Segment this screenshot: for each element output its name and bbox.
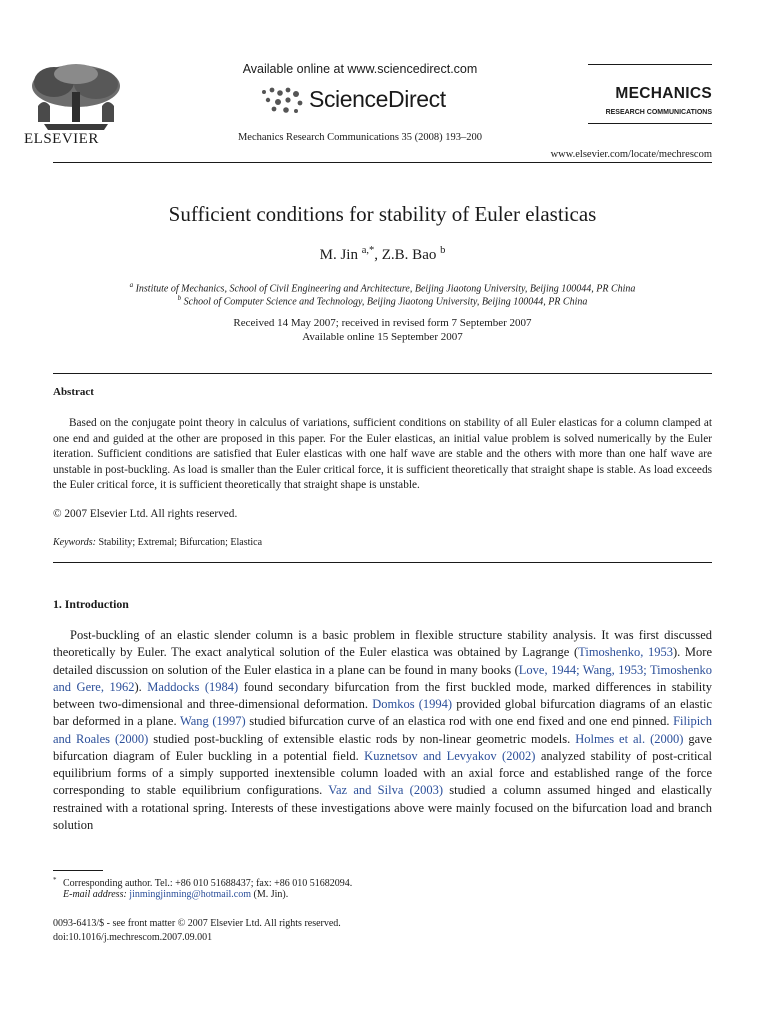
article-title: Sufficient conditions for stability of Euler elasticas xyxy=(168,202,597,226)
introduction-paragraph xyxy=(53,627,712,834)
received-date: Received 14 May 2007; received in revised form 7 September 2007 xyxy=(233,317,532,329)
footnote-mark: * xyxy=(53,876,57,884)
corresponding-author-text: Corresponding author. Tel.: +86 010 51688437; fax: +86 010 51682094. xyxy=(63,878,353,890)
available-online-date: Available online 15 September 2007 xyxy=(302,331,463,343)
paragraph-text: analyzed stability of post-critical equilibrium forms of a simply supported inextensible column loaded with an axial force and established range of the force corresponding to stable equilibrium configurations. xyxy=(53,748,712,798)
citation-link[interactable]: Love, 1944; Wang, 1953; Timoshenko and Gere, 1962 xyxy=(53,662,712,694)
paragraph-text: gave bifurcation diagram of Euler buckling in a potential field. xyxy=(53,731,712,763)
citation-link[interactable]: Maddocks (1984) xyxy=(147,679,239,694)
footnote-rule xyxy=(53,870,103,871)
paragraph-text: studied bifurcation curve of an elastica rod with one end fixed and one end pinned. xyxy=(245,714,674,729)
author-affiliation-mark[interactable]: b xyxy=(440,245,446,256)
abstract-copyright: © 2007 Elsevier Ltd. All rights reserved. xyxy=(53,508,238,520)
citation-link[interactable]: Domkos (1994) xyxy=(372,697,453,711)
paragraph-text: ). More detailed discussion on solution of the Euler elastica in a plane can be found in many books ( xyxy=(53,645,712,677)
affiliation-text: Institute of Mechanics, School of Civil Engineering and Architecture, Beijing Jiaotong University, Beijing 100044, PR China xyxy=(135,283,636,295)
journal-logo-title: MECHANICS xyxy=(615,85,712,102)
citation-link[interactable]: Filipich and Roales (2000) xyxy=(53,714,712,746)
publisher-name: ELSEVIER xyxy=(24,131,99,147)
abstract-text: Based on the conjugate point theory in calculus of variations, sufficient conditions on stability of all Euler elasticas for a column clamped at one end and guided at the other are proposed in this paper. For the Euler elasticas, an initial value problem is solved numerically by the Euler iteration. Sufficient conditions are satisfied that Euler elasticas with one half wave are stable and the others with more than one half wave are unstable in post-buckling. As load is smaller than the Euler critical force, it is sufficient theoretically that straight shape is stable. As load exceeds the Euler critical force, it is sufficient theoretically that straight shape is unstable. xyxy=(53,417,712,491)
email-link[interactable]: jinmingjinming@hotmail.com xyxy=(129,889,252,900)
paragraph-text: studied a column assumed hinged and elastically restrained with a rotational spring. Interests of these investigations above were mainly focused on the bifurcation load and branch solution xyxy=(53,783,712,832)
email-label: E-mail address: xyxy=(63,889,127,900)
citation-link[interactable]: Wang (1997) xyxy=(179,714,246,729)
journal-logo-bottom-rule xyxy=(588,123,712,124)
paragraph-text: studied post-buckling of extensible elastic rods by non-linear geometric models. xyxy=(148,731,576,746)
abstract-body xyxy=(53,416,712,494)
paragraph-text: ). xyxy=(134,679,148,694)
author-separator: , xyxy=(374,247,382,263)
affiliation-text: School of Computer Science and Technology, Beijing Jiaotong University, Beijing 100044, PR China xyxy=(183,296,588,308)
abstract-bottom-rule xyxy=(53,562,712,563)
citation-link[interactable]: Vaz and Silva (2003) xyxy=(328,783,443,798)
author-affiliation-mark[interactable]: a,* xyxy=(361,245,375,256)
journal-url-link[interactable]: www.elsevier.com/locate/mechrescom xyxy=(550,149,712,160)
abstract-heading: Abstract xyxy=(53,386,94,398)
sciencedirect-logo-text: ScienceDirect xyxy=(309,86,446,112)
paragraph-text: provided global bifurcation diagrams of an elastic bar deformed in a plane. xyxy=(53,697,712,729)
keywords-list: Stability; Extremal; Bifurcation; Elastica xyxy=(98,537,263,548)
affiliation-a xyxy=(53,281,712,294)
journal-logo-top-rule xyxy=(588,64,712,65)
header-divider xyxy=(53,162,712,163)
doi-line[interactable]: doi:10.1016/j.mechrescom.2007.09.001 xyxy=(53,932,213,943)
section-heading: 1. Introduction xyxy=(53,597,129,611)
email-suffix: (M. Jin). xyxy=(253,889,289,900)
corresponding-author-footnote xyxy=(53,876,352,889)
author-line xyxy=(53,245,712,264)
abstract-top-rule xyxy=(53,373,712,374)
email-footnote xyxy=(63,889,288,900)
affiliation-mark: b xyxy=(177,294,182,302)
author-name: M. Jin xyxy=(319,247,358,263)
introduction-body xyxy=(53,627,712,834)
keywords-label: Keywords: xyxy=(53,537,96,548)
citation-link[interactable]: Timoshenko, 1953 xyxy=(578,645,673,660)
elsevier-tree-logo xyxy=(24,62,128,132)
author-name: Z.B. Bao xyxy=(381,247,437,263)
journal-logo-subtitle: RESEARCH COMMUNICATIONS xyxy=(605,109,712,116)
citation-link[interactable]: Holmes et al. (2000) xyxy=(575,731,684,746)
paragraph-text: Post-buckling of an elastic slender column is a basic problem in flexible structure stability analysis. It was first discussed theoretically by Euler. The exact analytical solution of the Euler elastica was obtained by Lagrange ( xyxy=(53,628,712,660)
issn-line: 0093-6413/$ - see front matter © 2007 Elsevier Ltd. All rights reserved. xyxy=(53,918,341,929)
journal-citation: Mechanics Research Communications 35 (2008) 193–200 xyxy=(237,132,483,143)
available-online-text[interactable]: Available online at www.sciencedirect.com xyxy=(242,62,478,76)
paragraph-text: found secondary bifurcation from the first buckled mode, marked differences in stability between two-dimensional and three-dimensional deformation. xyxy=(53,679,712,711)
affiliation-mark: a xyxy=(129,281,134,289)
keywords xyxy=(53,537,262,548)
sciencedirect-dots-icon xyxy=(258,84,308,114)
citation-link[interactable]: Kuznetsov and Levyakov (2002) xyxy=(364,748,536,763)
affiliation-b xyxy=(53,294,712,307)
